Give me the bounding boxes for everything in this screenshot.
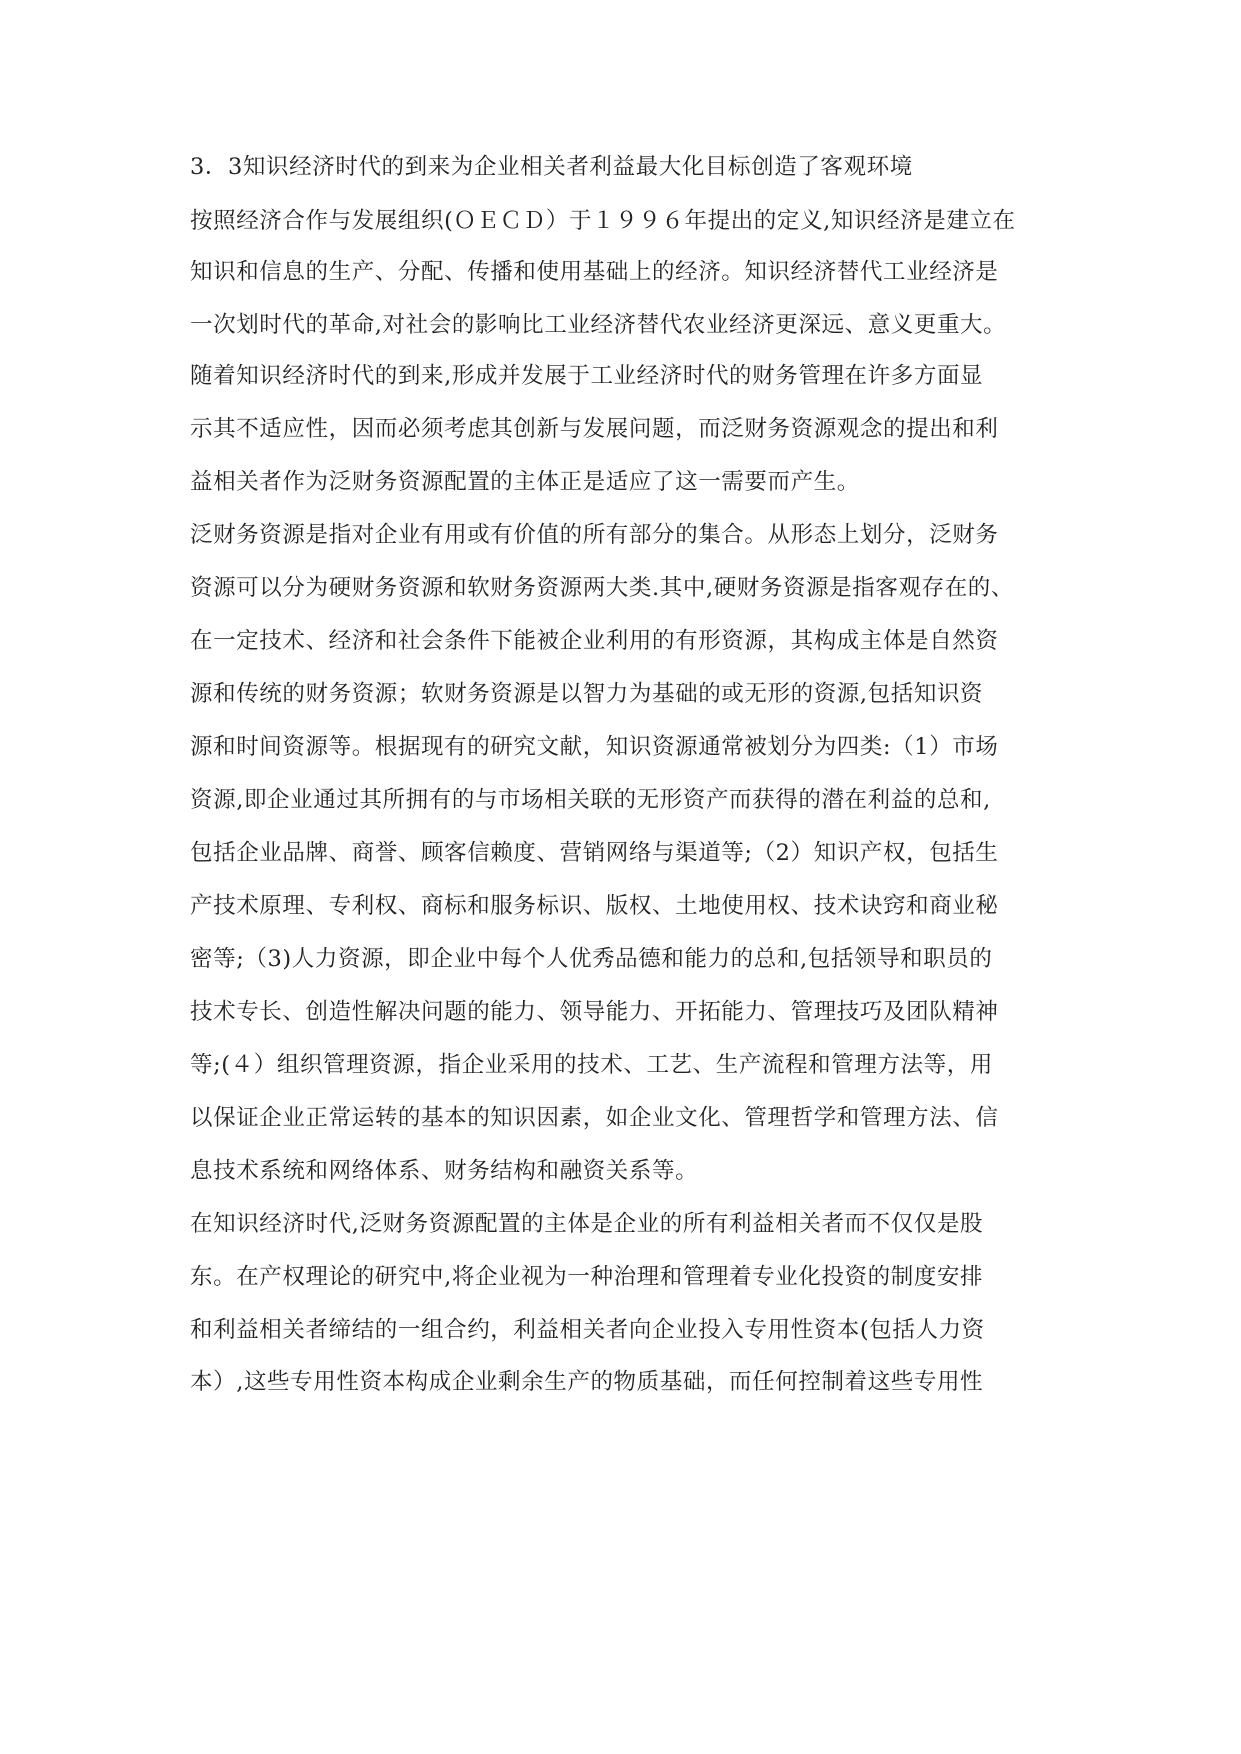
- paragraph-line: 资源可以分为硬财务资源和软财务资源两大类.其中,硬财务资源是指客观存在的、: [190, 575, 1015, 601]
- paragraph-line: 东。在产权理论的研究中,将企业视为一种治理和管理着专业化投资的制度安排: [190, 1264, 984, 1290]
- paragraph-line: 资源,即企业通过其所拥有的与市场相关联的无形资产而获得的潜在利益的总和,: [190, 787, 991, 813]
- paragraph-line: 在知识经济时代,泛财务资源配置的主体是企业的所有利益相关者而不仅仅是股: [190, 1211, 984, 1237]
- paragraph-line: 知识和信息的生产、分配、传播和使用基础上的经济。知识经济替代工业经济是: [190, 259, 999, 285]
- paragraph-line: 益相关者作为泛财务资源配置的主体正是适应了这一需要而产生。: [190, 469, 860, 495]
- paragraph-line: 产技术原理、专利权、商标和服务标识、版权、土地使用权、技术诀窍和商业秘: [190, 893, 999, 919]
- paragraph-line: 泛财务资源是指对企业有用或有价值的所有部分的集合。从形态上划分，泛财务: [190, 522, 999, 548]
- paragraph-line: 示其不适应性，因而必须考虑其创新与发展问题，而泛财务资源观念的提出和利: [190, 416, 999, 442]
- paragraph-line: 密等;（3)人力资源，即企业中每个人优秀品德和能力的总和,包括领导和职员的: [190, 946, 993, 972]
- paragraph-line: 以保证企业正常运转的基本的知识因素，如企业文化、管理哲学和管理方法、信: [190, 1105, 999, 1131]
- paragraph-line: 息技术系统和网络体系、财务结构和融资关系等。: [190, 1158, 699, 1184]
- paragraph-line: 和利益相关者缔结的一组合约，利益相关者向企业投入专用性资本(包括人力资: [190, 1317, 985, 1343]
- paragraph-line: 随着知识经济时代的到来,形成并发展于工业经济时代的财务管理在许多方面显: [190, 363, 984, 389]
- paragraph-line: 技术专长、创造性解决问题的能力、领导能力、开拓能力、管理技巧及团队精神: [190, 999, 999, 1025]
- paragraph-line: 一次划时代的革命,对社会的影响比工业经济替代农业经济更深远、意义更重大。: [190, 312, 1007, 338]
- paragraph-line: 在一定技术、经济和社会条件下能被企业利用的有形资源，其构成主体是自然资: [190, 628, 999, 654]
- paragraph-line: 源和时间资源等。根据现有的研究文献，知识资源通常被划分为四类:（1）市场: [190, 734, 999, 760]
- section-heading: 3．3知识经济时代的到来为企业相关者利益最大化目标创造了客观环境: [190, 154, 913, 180]
- paragraph-line: 等;(４）组织管理资源，指企业采用的技术、工艺、生产流程和管理方法等，用: [190, 1052, 993, 1078]
- paragraph-line: 按照经济合作与发展组织(ＯＥＣＤ）于１９９６年提出的定义,知识经济是建立在: [190, 208, 1016, 234]
- paragraph-line: 本）,这些专用性资本构成企业剩余生产的物质基础，而任何控制着这些专用性: [190, 1369, 984, 1395]
- paragraph-line: 包括企业品牌、商誉、顾客信赖度、营销网络与渠道等;（2）知识产权，包括生: [190, 840, 999, 866]
- paragraph-line: 源和传统的财务资源；软财务资源是以智力为基础的或无形的资源,包括知识资: [190, 681, 984, 707]
